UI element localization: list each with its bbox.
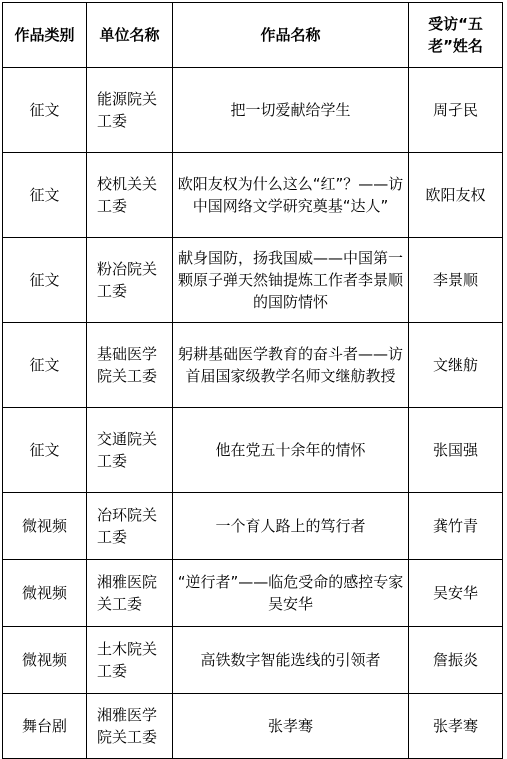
table-row: [3, 560, 503, 627]
cell-unit: 交通院关工委: [87, 408, 173, 493]
cell-work: 欧阳友权为什么这么“红”？——访中国网络文学研究奠基“达人”: [173, 153, 409, 238]
cell-work: 献身国防，扬我国威——中国第一颗原子弹天然铀提炼工作者李景顺的国防情怀: [173, 238, 409, 323]
header-person: 受访“五老”姓名: [409, 3, 503, 68]
cell-category: 舞台剧: [3, 694, 87, 759]
cell-category: 微视频: [3, 493, 87, 560]
cell-person: 吴安华: [409, 560, 503, 627]
cell-person: 张国强: [409, 408, 503, 493]
cell-unit: 湘雅医学院关工委: [87, 694, 173, 759]
cell-unit: 基础医学院关工委: [87, 323, 173, 408]
cell-unit: 冶环院关工委: [87, 493, 173, 560]
cell-unit: 土木院关工委: [87, 627, 173, 694]
header-unit: 单位名称: [87, 3, 173, 68]
cell-unit: 湘雅医院关工委: [87, 560, 173, 627]
cell-person: 李景顺: [409, 238, 503, 323]
table-row: [3, 493, 503, 560]
table-row: [3, 153, 503, 238]
header-row: [3, 3, 503, 68]
cell-person: 欧阳友权: [409, 153, 503, 238]
table-header: [3, 3, 503, 68]
cell-category: 征文: [3, 153, 87, 238]
cell-work: 一个育人路上的笃行者: [173, 493, 409, 560]
header-work: 作品名称: [173, 3, 409, 68]
cell-category: 征文: [3, 408, 87, 493]
cell-work: 他在党五十余年的情怀: [173, 408, 409, 493]
cell-work: 躬耕基础医学教育的奋斗者——访首届国家级教学名师文继舫教授: [173, 323, 409, 408]
cell-unit: 校机关关工委: [87, 153, 173, 238]
table-row: [3, 627, 503, 694]
cell-person: 詹振炎: [409, 627, 503, 694]
cell-work: 把一切爱献给学生: [173, 68, 409, 153]
cell-unit: 粉冶院关工委: [87, 238, 173, 323]
cell-work: 高铁数字智能选线的引领者: [173, 627, 409, 694]
cell-category: 征文: [3, 323, 87, 408]
table-body: [3, 68, 503, 759]
award-table: [2, 2, 503, 759]
cell-work: “逆行者”——临危受命的感控专家吴安华: [173, 560, 409, 627]
cell-person: 周孑民: [409, 68, 503, 153]
cell-category: 微视频: [3, 560, 87, 627]
table-row: [3, 238, 503, 323]
table-row: [3, 68, 503, 153]
table-row: [3, 408, 503, 493]
cell-category: 征文: [3, 238, 87, 323]
cell-work: 张孝骞: [173, 694, 409, 759]
cell-person: 龚竹青: [409, 493, 503, 560]
cell-person: 文继舫: [409, 323, 503, 408]
cell-category: 征文: [3, 68, 87, 153]
cell-unit: 能源院关工委: [87, 68, 173, 153]
header-category: 作品类别: [3, 3, 87, 68]
table-row: [3, 694, 503, 759]
cell-category: 微视频: [3, 627, 87, 694]
cell-person: 张孝骞: [409, 694, 503, 759]
table-row: [3, 323, 503, 408]
